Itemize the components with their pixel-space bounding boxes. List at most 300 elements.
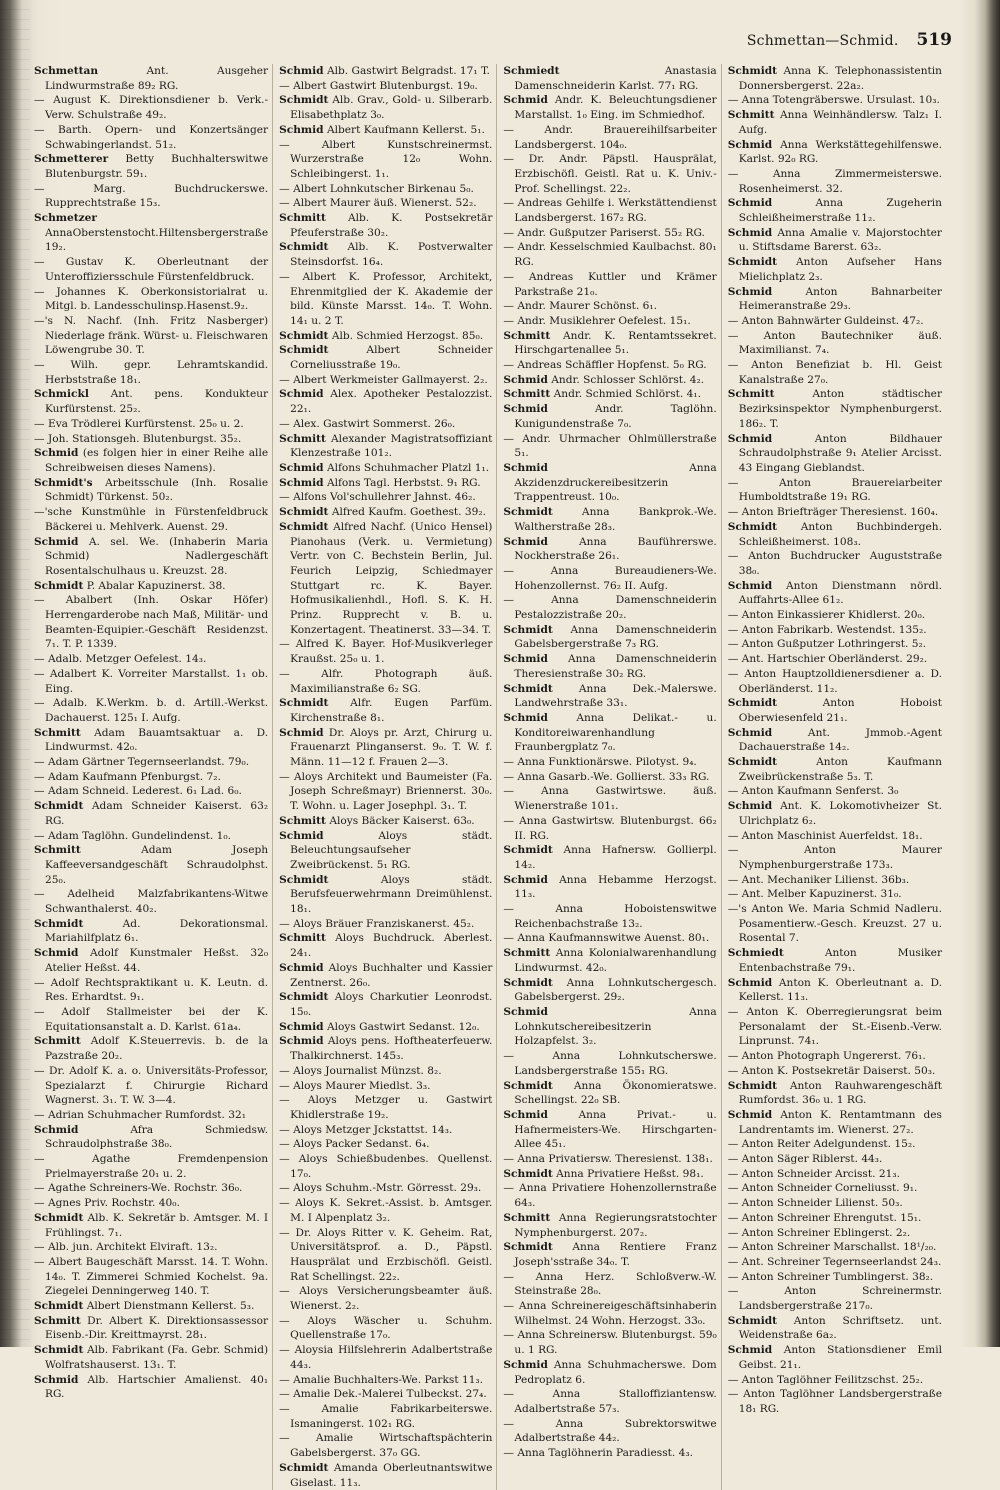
entry-text: — Adam Schneid. Lederest. 6₁ Lad. 6₀. [34, 785, 242, 798]
entry-text: Anton Musiker Entenbachstraße 79₁. [738, 947, 943, 974]
entry-text: Aloys städt. Berufsfeuerwehrmann Dreimühlenst. 18₁. [290, 873, 493, 916]
directory-entry [279, 64, 492, 79]
entry-text: Anna Akzidenzdruckereibesitzerin Trappentreust. 10₀. [514, 461, 717, 504]
entry-surname: Schmidt [727, 520, 778, 533]
directory-entry [503, 1167, 716, 1182]
directory-entry [279, 1064, 492, 1079]
directory-entry [503, 1005, 716, 1049]
directory-entry [503, 1079, 716, 1108]
entry-surname: Schmid [503, 711, 548, 724]
entry-text: — Andr. Gußputzer Pariserst. 55₂ RG. [503, 226, 705, 239]
directory-entry [728, 314, 942, 329]
directory-entry [503, 402, 716, 431]
entry-text: — Abalbert (Inh. Oskar Höfer) Herrengarderobe nach Maß, Militär- und Beamten-Equipier.-Geschäft Residenzst. 7₁. T. P. 1339. [34, 594, 269, 651]
entry-text: — Anna Totengräberswe. Ursulast. 10₃. [727, 94, 940, 107]
entry-text: Anton Kaufmann Zweibrückenstraße 5₃. T. [738, 756, 943, 783]
entry-text: — Adrian Schuhmacher Rumfordst. 32₁ [34, 1108, 246, 1121]
entry-surname: Schmid [503, 1358, 548, 1371]
directory-entry [503, 1387, 716, 1416]
entry-text: P. Abalar Kapuzinerst. 38. [86, 579, 226, 592]
entry-text: Aloys städt. Beleuchtungsaufseher Zweibrückenst. 5₁ RG. [290, 829, 493, 871]
entry-text: — Alex. Gastwirt Sommerst. 26₀. [279, 417, 456, 430]
directory-entry [728, 505, 942, 520]
directory-entry [503, 1417, 716, 1446]
entry-text: — Anna Taglöhnerin Paradiesst. 4₃. [503, 1447, 694, 1460]
directory-entry [728, 946, 942, 975]
directory-entry [279, 917, 492, 932]
directory-entry [728, 887, 942, 902]
entry-text: Adam Bauamtsaktuar a. D. Lindwurmst. 42₀. [45, 726, 269, 754]
directory-entry [34, 652, 268, 667]
entry-text: — Agathe Fremdenpension Prielmayerstraße 20₁ u. 2. [34, 1153, 269, 1180]
entry-surname: Schmid [727, 226, 773, 239]
directory-entry [279, 1152, 492, 1181]
entry-text: Ad. Dekorationsmal. Mariahilfplatz 6₁. [45, 917, 269, 945]
directory-entry [279, 770, 492, 814]
entry-text: — Anton Schreiner Marschallst. 18¹/₂₀. [727, 1241, 937, 1254]
directory-entry [279, 1034, 492, 1063]
entry-text: Anton Hoboist Oberwiesenfeld 21₁. [738, 697, 942, 724]
entry-text: — Anton Säger Riblerst. 44₃. [727, 1153, 883, 1166]
entry-text: — Anton Schreiner Tumblingerst. 38₂. [727, 1270, 934, 1283]
directory-entry [503, 299, 716, 314]
entry-text: Amanda Oberleutnantswitwe Giselast. 11₃. [290, 1461, 493, 1489]
directory-entry [279, 490, 492, 505]
directory-entry [34, 1152, 268, 1181]
entry-surname: Schmidt [503, 1241, 553, 1254]
directory-entry [34, 505, 268, 534]
directory-entry [279, 373, 492, 388]
directory-entry [728, 637, 942, 652]
directory-entry [728, 196, 942, 225]
entry-text: Andr. Schlosser Schlörst. 4₂. [551, 373, 705, 386]
directory-entry [279, 1402, 492, 1431]
entry-surname: Schmidt [279, 697, 329, 710]
entry-text: — Anna Subrektorswitwe Adalbertstraße 44₂. [503, 1417, 717, 1445]
directory-entry [279, 1343, 492, 1372]
entry-text: — Anna Schreinereigeschäftsinhaberin Wilhelmst. 24 Wohn. Herzogst. 33₀. [503, 1300, 717, 1327]
entry-text: — Gustav K. Oberleutnant der Unteroffiziersschule Fürstenfeldbruck. [34, 256, 269, 283]
entry-text: — Amalie Dek.-Malerei Tulbeckst. 27₄. [279, 1388, 487, 1401]
directory-entry [728, 1181, 942, 1196]
entry-text: Andr. Schmied Schlörst. 4₁. [553, 388, 701, 401]
directory-entry [34, 285, 268, 314]
directory-entry [728, 1387, 942, 1416]
entry-text: — Anton Maschinist Auerfeldst. 18₁. [727, 829, 923, 842]
directory-entry [34, 976, 268, 1005]
entry-text: — Adalb. Metzger Oefelest. 14₃. [34, 653, 207, 666]
entry-text: — Dr. Aloys Ritter v. K. Geheim. Rat, Universitätsprof. a. D., Päpstl. Hausprälat und Erzbischöfl. Geistl. Rat Schellingst. 22₂. [279, 1226, 493, 1283]
directory-entry [279, 387, 492, 416]
entry-text: — Aloys Versicherungsbeamter äuß. Wienerst. 2₂. [279, 1285, 493, 1313]
entry-text: Anna Amalie v. Majorstochter u. Stiftsdame Barerst. 63₂. [738, 226, 942, 254]
entry-surname: Schmid [279, 388, 324, 401]
entry-surname: Schmidt [34, 1211, 84, 1224]
entry-text: Alb. K. Postsekretär Pfeuferstraße 30₂. [290, 212, 493, 239]
directory-entry [34, 387, 268, 416]
entry-surname: Schmidt [727, 1079, 778, 1092]
entry-text: — Albert Lohnkutscher Birkenau 5₀. [279, 182, 474, 195]
directory-entry [279, 329, 492, 344]
entry-text: — Anton Schreinermstr. Landsbergerstraße 217₀. [727, 1285, 942, 1313]
directory-entry [728, 902, 942, 946]
directory-entry [279, 1196, 492, 1225]
directory-entry [503, 755, 716, 770]
directory-entry [279, 505, 492, 520]
directory-entry [34, 1196, 268, 1211]
directory-entry [728, 726, 942, 755]
entry-text: — Alfr. Photograph äuß. Maximilianstraße 6₂ SG. [279, 667, 493, 695]
directory-entry [728, 976, 942, 1005]
entry-text: Anton Rauhwarengeschäft Rumfordst. 36₀ u. 1 RG. [738, 1079, 942, 1107]
directory-entry [728, 652, 942, 667]
entry-text: — Anton Reiter Adelgundenst. 15₂. [727, 1138, 916, 1151]
directory-entry [279, 1123, 492, 1138]
entry-surname: Schmid [279, 476, 324, 489]
entry-text: — Adolf Rechtspraktikant u. K. Leutn. d. Res. Erhardtst. 9₁. [34, 976, 269, 1004]
directory-entry [279, 931, 492, 960]
entry-text: Anna Ökonomieratswe. Schellingst. 22₀ SB. [514, 1079, 717, 1107]
entry-surname: Schmid [727, 285, 773, 298]
directory-entry [34, 211, 268, 255]
entry-surname: Schmid [727, 726, 773, 739]
entry-text: — Adalbert K. Vorreiter Marstallst. 1₁ ob. Eing. [34, 667, 269, 695]
entry-text: Anton Bahnarbeiter Heimeranstraße 29₃. [738, 285, 942, 313]
entry-text: Aloys Charkutier Leonrodst. 15₀. [290, 991, 493, 1018]
directory-entry [34, 123, 268, 152]
directory-entry [728, 358, 942, 387]
entry-text: — Adam Taglöhn. Gundelindenst. 1₀. [34, 829, 232, 842]
entry-text: — Andr. Kesselschmied Kaulbachst. 80₁ RG. [503, 241, 717, 269]
entry-surname: Schmidt [34, 800, 84, 813]
entry-text: Afra Schmiedsw. Schraudolphstraße 38₀. [45, 1123, 269, 1151]
entry-text: Aloys pens. Hoftheaterfeuerw. Thalkirchnerst. 145₃. [290, 1035, 493, 1063]
entry-text: — Anton Buchdrucker Auguststraße 38₀. [727, 550, 942, 577]
directory-entry [503, 505, 716, 534]
directory-entry [279, 138, 492, 182]
entry-text: Anna Weinhändlersw. Talz₁ I. Aufg. [738, 109, 943, 136]
entry-text: Alfons Schuhmacher Platzl 1₁. [326, 461, 490, 474]
entry-text: Alfons Tagl. Herbstst. 9₁ RG. [326, 476, 481, 489]
directory-entry [503, 946, 716, 975]
entry-text: Anna Hafnersw. Gollierpl. 14₂. [514, 844, 717, 871]
entry-surname: Schmid [279, 1020, 324, 1033]
page-header [40, 30, 952, 60]
entry-text: — Amalie Fabrikarbeiterswe. Ismaningerst. 102₁ RG. [279, 1402, 493, 1430]
entry-text: — Anton Bautechniker äuß. Maximilianst. 7₄. [727, 329, 942, 357]
entry-surname: Schmidt [727, 65, 778, 77]
directory-entry [34, 593, 268, 652]
entry-text: Anna Delikat.- u. Konditoreiwarenhandlung Fraunbergplatz 7₀. [514, 711, 717, 754]
directory-entry [728, 1240, 942, 1255]
directory-entry [728, 1167, 942, 1182]
directory-entry [503, 843, 716, 872]
entry-text: — Anna Stalloffiziantensw. Adalbertstraße 57₃. [503, 1388, 717, 1415]
page-number: 519 [916, 30, 952, 50]
entry-text: — Anna Herz. Schloßverw.-W. Steinstraße 28₀. [503, 1270, 717, 1298]
entry-surname: Schmid [279, 123, 324, 136]
directory-entry [503, 196, 716, 225]
directory-entry [728, 1079, 942, 1108]
entry-text: — Aloys Wäscher u. Schuhm. Quellenstraße 17₀. [279, 1314, 493, 1342]
entry-text: — Aloys Packer Sedanst. 6₄. [279, 1138, 430, 1151]
entry-surname: Schmid [34, 447, 79, 460]
directory-entry [503, 1211, 716, 1240]
entry-surname: Schmid [34, 535, 79, 548]
directory-entry [279, 432, 492, 461]
entry-text: — Anton Schreiner Eblingerst. 2₂. [727, 1226, 911, 1239]
entry-text: Alb. Gastwirt Belgradst. 17₁ T. [326, 65, 490, 77]
directory-entry [279, 696, 492, 725]
entry-text: — Anna Gastwirtsw. Blutenburgst. 66₂ II. RG. [503, 814, 717, 842]
entry-text: Anna Privatiere Heßst. 98₁. [556, 1167, 704, 1180]
directory-entry [279, 1284, 492, 1313]
entry-text: — Aloys Metzger Jckstattst. 14₃. [279, 1123, 453, 1136]
entry-text: — Adam Gärtner Tegernseerlandst. 79₀. [34, 756, 250, 769]
entry-text: — Ant. Mechaniker Lilienst. 36b₃. [727, 873, 910, 886]
entry-text: — Eva Trödlerei Kurfürstenst. 25₀ u. 2. [34, 417, 244, 430]
entry-text: — Anton Taglöhner Landsbergerstraße 18₁ RG. [727, 1388, 942, 1415]
entry-text: — Anna Zimmermeisterswe. Rosenheimerst. 32. [727, 167, 942, 195]
directory-entry [503, 432, 716, 461]
directory-entry [34, 182, 268, 211]
entry-text: — Anna Gastwirtswe. äuß. Wienerstraße 101₁. [503, 785, 717, 813]
directory-entry [34, 446, 268, 475]
directory-entry [279, 182, 492, 197]
directory-entry [503, 770, 716, 785]
directory-entry [279, 726, 492, 770]
entry-text: — Anton Maurer Nymphenburgerstraße 173₃. [727, 844, 942, 871]
entry-text: — Albert Baugeschäft Marsst. 14. T. Wohn. 14₀. T. Zimmerei Schmied Kochelst. 9a. Ziegelei Denningerweg 140. T. [34, 1255, 269, 1298]
directory-entry [279, 873, 492, 917]
directory-entry [728, 1152, 942, 1167]
entry-text: Anton Schriftsetz. unt. Weidenstraße 6a₂. [738, 1314, 942, 1342]
entry-surname: Schmid [503, 461, 548, 474]
directory-entry [503, 461, 716, 505]
directory-entry [503, 873, 716, 902]
entry-text: — Andr. Uhrmacher Ohlmüllerstraße 5₁. [503, 432, 717, 460]
directory-entry [279, 270, 492, 329]
directory-entry [279, 637, 492, 666]
directory-entry [279, 93, 492, 122]
entry-text: Adam Schneider Kaiserst. 63₂ RG. [45, 800, 269, 827]
entry-surname: Schmid [727, 1344, 773, 1357]
column-3 [503, 64, 721, 1490]
directory-entry [279, 1373, 492, 1388]
entry-text: Anna Lohnkutschereibesitzerin Holzapfelst. 3₂. [514, 1006, 717, 1048]
entry-surname: Schmidt [279, 991, 329, 1004]
directory-entry [728, 696, 942, 725]
binding-edge [0, 0, 30, 1347]
entry-surname: Schmid [727, 976, 773, 989]
directory-entry [34, 917, 268, 946]
directory-entry [728, 476, 942, 505]
entry-surname: Schmidt [503, 844, 553, 857]
entry-surname: Schmitt [34, 1035, 81, 1048]
directory-entry [503, 784, 716, 813]
entry-text: Andr. Taglöhn. Kunigundenstraße 7₀. [514, 403, 717, 430]
entry-text: —'s N. Nachf. (Inh. Fritz Nasberger) Niederlage fränk. Würst- u. Fleischwaren Löwengrube 30. T. [34, 314, 269, 357]
directory-entry [503, 564, 716, 593]
directory-entry [728, 1196, 942, 1211]
entry-text: Anna Schuhmacherswe. Dom Pedroplatz 6. [514, 1358, 717, 1386]
directory-entry [279, 461, 492, 476]
entry-text: Anton Stationsdiener Emil Geibst. 21₁. [738, 1344, 942, 1371]
entry-text: Betty Buchhalterswitwe Blutenburgstr. 59₁. [45, 153, 269, 180]
directory-entry [728, 1005, 942, 1049]
entry-text: Dr. Aloys pr. Arzt, Chirurg u. Frauenarzt Plinganserst. 9₀. T. W. f. Männ. 11—12 f. Frauen 2—3. [290, 726, 493, 769]
entry-text: —'s Anton We. Maria Schmid Nadleru. Posamentierw.-Gesch. Kreuzst. 27 u. Rosental 7. [727, 903, 942, 945]
directory-entry [728, 167, 942, 196]
entry-text: Anna Rentiere Franz Joseph'sstraße 34₀. T. [514, 1241, 717, 1268]
entry-text: Adam Joseph Kaffeeversandgeschäft Schraudolphst. 25₀. [45, 844, 269, 886]
entry-text: — Aloysia Hilfslehrerin Adalbertstraße 44₃. [279, 1344, 493, 1371]
entry-text: — Andreas Kuttler und Krämer Parkstraße 21₀. [503, 270, 717, 298]
directory-entry [728, 93, 942, 108]
entry-text: Anton Buchbindergeh. Schleißheimerst. 108₃. [738, 520, 942, 548]
directory-entry [279, 123, 492, 138]
entry-text: Anton städtischer Bezirksinspektor Nymphenburgerst. 186₂. T. [738, 388, 943, 430]
entry-surname: Schmidt [727, 1314, 778, 1327]
entry-text: Anna Privat.- u. Hafnermeisters-We. Hirschgarten-Allee 45₁. [514, 1108, 717, 1151]
directory-entry [279, 990, 492, 1019]
entry-surname: Schmidt [503, 1167, 553, 1180]
directory-entry [503, 329, 716, 358]
entry-surname: Schmid [279, 1035, 324, 1048]
column-2 [279, 64, 497, 1490]
entry-text: Anna Bankprok.-We. Waltherstraße 28₃. [514, 506, 717, 533]
entry-text: — Anton Schneider Lilienst. 50₃. [727, 1197, 903, 1210]
entry-text: Dr. Albert K. Direktionsassessor Eisenb.-Dir. Kreittmayrst. 28₁. [45, 1314, 269, 1342]
entry-surname: Schmidt [279, 94, 329, 107]
directory-entry [728, 799, 942, 828]
directory-entry [34, 93, 268, 122]
entry-text: — Albert Werkmeister Gallmayerst. 2₂. [279, 373, 488, 386]
entry-text: — Dr. Andr. Päpstl. Hausprälat, Erzbischöfl. Geistl. Rat u. K. Univ.-Prof. Schellingst. 22₂. [503, 153, 717, 195]
directory-entry [503, 152, 716, 196]
entry-text: Adolf Kunstmaler Heßst. 32₀ Atelier Heßst. 44. [45, 947, 269, 974]
directory-entry [34, 1211, 268, 1240]
directory-entry [728, 784, 942, 799]
entry-surname: Schmid [503, 373, 548, 386]
entry-text: A. sel. We. (Inhaberin Maria Schmid) Nadlergeschäft Rosentalschulhaus u. Kreuzst. 28. [45, 535, 269, 577]
entry-text: —'sche Kunstmühle in Fürstenfeldbruck Bäckerei u. Mehlverk. Auenst. 29. [34, 506, 269, 533]
entry-surname: Schmid [503, 94, 548, 107]
directory-entry [279, 814, 492, 829]
directory-entry [503, 1152, 716, 1167]
entry-text: — Adolf Stallmeister bei der K. Equitationsanstalt a. D. Karlst. 61a₄. [34, 1006, 269, 1033]
entry-surname: Schmetterer [34, 153, 109, 166]
directory-entry [503, 593, 716, 622]
directory-entry [34, 755, 268, 770]
directory-entry [503, 1446, 716, 1461]
entry-text: — Aloys Metzger u. Gastwirt Khidlerstraße 19₂. [279, 1094, 493, 1121]
directory-entry [279, 667, 492, 696]
directory-entry [34, 1373, 268, 1402]
directory-entry [279, 79, 492, 94]
directory-entry [503, 931, 716, 946]
directory-entry [728, 623, 942, 638]
directory-entry [279, 196, 492, 211]
entry-surname: Schmidt [503, 623, 553, 636]
entry-text: — Andreas Gehilfe i. Werkstättendienst Landsbergerst. 167₂ RG. [503, 197, 717, 225]
entry-surname: Schmidt [34, 1300, 84, 1313]
entry-text: Anna Lohnkutschergesch. Gabelsbergerst. 29₂. [514, 976, 717, 1004]
entry-text: — Joh. Stationsgeh. Blutenburgst. 35₂. [34, 432, 242, 445]
entry-text: Alexander Magistratsoffiziant Klenzestraße 101₂. [290, 432, 493, 460]
entry-text: — Andr. Musiklehrer Oefelest. 15₁. [503, 314, 691, 327]
directory-entry [503, 240, 716, 269]
entry-text: — Anna Lohnkutscherswe. Landsbergerstraße 155₁ RG. [503, 1050, 717, 1077]
directory-entry [503, 682, 716, 711]
entry-surname: Schmidt [279, 329, 329, 342]
entry-surname: Schmid [34, 1373, 79, 1386]
entry-text: (es folgen hier in einer Reihe alle Schreibweisen dieses Namens). [45, 447, 269, 474]
directory-entry [728, 520, 942, 549]
entry-surname: Schmitt [279, 212, 326, 225]
directory-entry [728, 64, 942, 93]
directory-entry [728, 1226, 942, 1241]
entry-surname: Schmitt [279, 814, 326, 827]
column-1 [34, 64, 273, 1490]
entry-text: — Albert Gastwirt Blutenburgst. 19₀. [279, 79, 478, 92]
entry-surname: Schmid [503, 1006, 548, 1018]
directory-entry [503, 711, 716, 755]
entry-surname: Schmidt [727, 256, 778, 269]
entry-text: Anna Damenschneiderin Theresienstraße 30₂ RG. [514, 653, 717, 680]
entry-text: — Ant. Melber Kapuzinerst. 31₀. [727, 888, 902, 901]
entry-text: — Anton Schneider Corneliusst. 9₁. [727, 1182, 918, 1195]
entry-text: AnnaOberstenstocht.Hiltensbergerstraße 19₂. [45, 226, 269, 254]
entry-text: Andr. K. Rentamtssekret. Hirschgartenallee 5₁. [514, 329, 717, 357]
entry-surname: Schmidt [279, 241, 329, 254]
entry-text: — Anna Privatiere Hohenzollernstraße 64₃. [503, 1182, 717, 1210]
directory-entry [34, 535, 268, 579]
entry-text: Anna Hebamme Herzogst. 11₃. [514, 873, 717, 901]
directory-entry [279, 417, 492, 432]
entry-text: Albert Dienstmann Kellerst. 5₃. [86, 1300, 255, 1313]
directory-entry [34, 1343, 268, 1372]
entry-text: — Adam Kaufmann Pfenburgst. 7₂. [34, 770, 221, 783]
directory-entry [279, 520, 492, 638]
entry-text: — Alb. jun. Architekt Elviraft. 13₂. [34, 1241, 218, 1254]
entry-surname: Schmid [34, 947, 79, 960]
entry-text: — Alfred K. Bayer. Hof-Musikverleger Kraußst. 25₀ u. 1. [279, 638, 493, 666]
entry-surname: Schmidt [34, 579, 84, 592]
directory-entry [728, 329, 942, 358]
entry-text: Alb. Grav., Gold- u. Silberarb. Elisabethplatz 3₀. [290, 94, 493, 122]
entry-text: Aloys Gastwirt Sedanst. 12₀. [326, 1020, 480, 1033]
entry-text: — Adelheid Malzfabrikantens-Witwe Schwanthalerst. 40₂. [34, 888, 269, 916]
entry-text: — Wilh. gepr. Lehramtskandid. Herbststraße 18₁. [34, 359, 269, 386]
entry-text: — Anton Briefträger Theresienst. 160₄. [727, 506, 939, 519]
entry-text: — Anna Gasarb.-We. Gollierst. 33₃ RG. [503, 770, 710, 783]
entry-surname: Schmetzer [34, 212, 97, 225]
entry-text: Aloys Bäcker Kaiserst. 63₀. [329, 814, 475, 827]
entry-text: Anton Bildhauer Schraudolphstraße 9₁ Atelier Arcisst. 43 Eingang Gieblandst. [738, 432, 942, 474]
entry-surname: Schmid [279, 829, 324, 842]
entry-text: — Albert Kunstschreinermst. Wurzerstraße 12₀ Wohn. Schleibingerst. 1₁. [279, 138, 493, 180]
entry-surname: Schmitt [279, 432, 326, 445]
entry-text: — Aloys Journalist Münzst. 8₂. [279, 1064, 442, 1077]
entry-surname: Schmitt [503, 1211, 551, 1224]
entry-text: — Anton Photograph Ungererst. 76₁. [727, 1050, 926, 1063]
directory-entry [503, 1108, 716, 1152]
entry-text: Anton Dienstmann nördl. Auffahrts-Allee 61₂. [738, 579, 942, 607]
entry-text: — Anna Hoboistenswitwe Reichenbachstraße 13₂. [503, 903, 717, 930]
entry-surname: Schmitt [34, 844, 81, 857]
entry-surname: Schmitt [727, 109, 775, 122]
